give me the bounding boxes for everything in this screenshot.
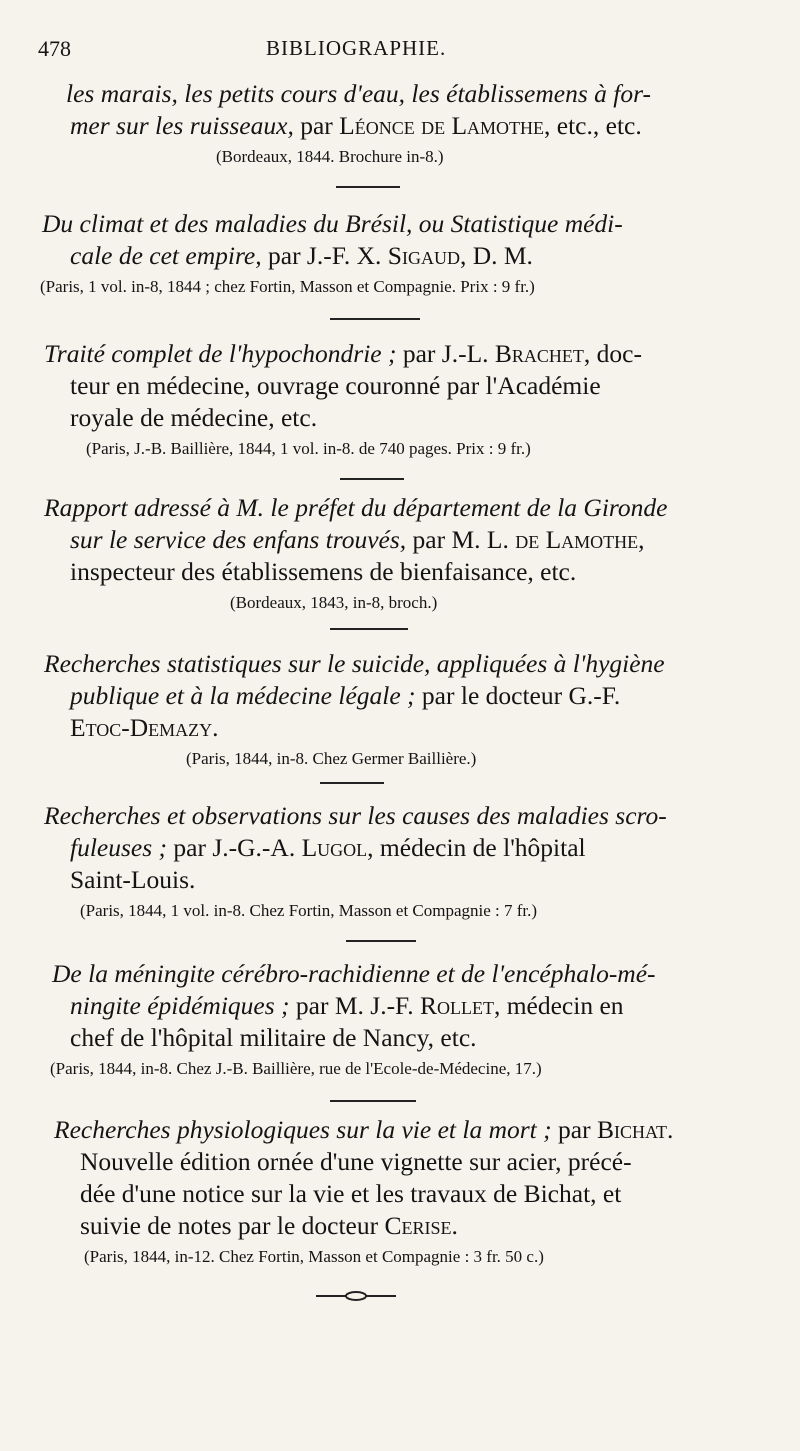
- entry-title-continued: dée d'une notice sur la vie et les travaux de Bichat, et: [80, 1179, 622, 1208]
- entry-title: Recherches statistiques sur le suicide, appliquées à l'hygiène: [44, 649, 665, 678]
- entry-title-continued: publique et à la médecine légale ; par le docteur G.-F.: [70, 681, 621, 710]
- imprint: (Paris, 1844, in-8. Chez J.-B. Baillière, rue de l'Ecole-de-Médecine, 17.): [50, 1059, 542, 1078]
- separator-rule: [346, 940, 416, 942]
- imprint: (Paris, 1 vol. in-8, 1844 ; chez Fortin, Masson et Compagnie. Prix : 9 fr.): [40, 277, 535, 296]
- entry-title-continued: royale de médecine, etc.: [70, 403, 318, 432]
- entry-title-continued: suivie de notes par le docteur Cerise.: [80, 1211, 458, 1240]
- separator-rule: [330, 318, 420, 320]
- entry-title-continued: teur en médecine, ouvrage couronné par l'Académie: [70, 371, 601, 400]
- separator-rule: [330, 628, 408, 630]
- imprint: (Paris, J.-B. Baillière, 1844, 1 vol. in-8. de 740 pages. Prix : 9 fr.): [86, 439, 531, 458]
- author-name: Sigaud: [387, 241, 460, 270]
- entry-title-continued: mer sur les ruisseaux, par Léonce de Lamothe, etc., etc.: [70, 111, 642, 140]
- bibliography-entry: [40, 338, 720, 460]
- imprint: (Paris, 1844, in-8. Chez Germer Baillière.): [186, 749, 477, 768]
- author-name: Bichat: [596, 1115, 667, 1144]
- author-name: de Lamothe: [515, 525, 639, 554]
- entry-title-continued: cale de cet empire, par J.-F. X. Sigaud, D. M.: [70, 241, 533, 270]
- running-head: BIBLIOGRAPHIE.: [266, 36, 447, 60]
- entry-title: Rapport adressé à M. le préfet du département de la Gironde: [44, 493, 668, 522]
- bibliography-entry: [40, 800, 720, 922]
- entry-title: Traité complet de l'hypochondrie ; par J.-L. Brachet, doc-: [44, 339, 642, 368]
- author-name: Brachet: [494, 339, 584, 368]
- bibliography-entry: [40, 492, 720, 614]
- separator-rule: [320, 782, 384, 784]
- bibliography-entry: [40, 648, 720, 770]
- entry-title-continued: ningite épidémiques ; par M. J.-F. Rollet, médecin en: [70, 991, 624, 1020]
- entry-title: De la méningite cérébro-rachidienne et de l'encéphalo-mé-: [52, 959, 656, 988]
- bibliography-entry: [40, 208, 720, 298]
- entry-title: les marais, les petits cours d'eau, les établissemens à for-: [66, 79, 652, 108]
- imprint: (Bordeaux, 1844. Brochure in-8.): [216, 147, 444, 166]
- entry-title-continued: sur le service des enfans trouvés, par M. L. de Lamothe,: [70, 525, 645, 554]
- page-header: [38, 36, 740, 66]
- entry-title-continued: Saint-Louis.: [70, 865, 196, 894]
- author-name: Etoc-Demazy.: [70, 713, 219, 742]
- entry-title: Du climat et des maladies du Brésil, ou Statistique médi-: [42, 209, 623, 238]
- imprint: (Paris, 1844, 1 vol. in-8. Chez Fortin, Masson et Compagnie : 7 fr.): [80, 901, 538, 920]
- entry-title-continued: fuleuses ; par J.-G.-A. Lugol, médecin de l'hôpital: [70, 833, 586, 862]
- bibliography-entry: [40, 958, 720, 1080]
- author-name: Cerise: [384, 1211, 452, 1240]
- entry-title: Recherches physiologiques sur la vie et la mort ; par Bichat.: [54, 1115, 674, 1144]
- imprint: (Bordeaux, 1843, in-8, broch.): [230, 593, 438, 612]
- end-ornament-icon: [316, 1290, 396, 1302]
- entry-title: Recherches et observations sur les causes des maladies scro-: [44, 801, 667, 830]
- separator-rule: [336, 186, 400, 188]
- entry-title-continued: inspecteur des établissemens de bienfaisance, etc.: [70, 557, 577, 586]
- bibliography-entry: [40, 1114, 720, 1268]
- separator-rule: [340, 478, 404, 480]
- page-number: 478: [38, 36, 71, 61]
- bibliography-entry: [40, 78, 720, 168]
- author-name: Rollet: [419, 991, 494, 1020]
- entry-title-continued: Nouvelle édition ornée d'une vignette sur acier, précé-: [80, 1147, 632, 1176]
- separator-rule: [330, 1100, 416, 1102]
- entry-title-continued: chef de l'hôpital militaire de Nancy, etc.: [70, 1023, 477, 1052]
- imprint: (Paris, 1844, in-12. Chez Fortin, Masson et Compagnie : 3 fr. 50 c.): [84, 1247, 544, 1266]
- author-name: Léonce de Lamothe: [339, 111, 545, 140]
- author-name: Lugol: [301, 833, 368, 862]
